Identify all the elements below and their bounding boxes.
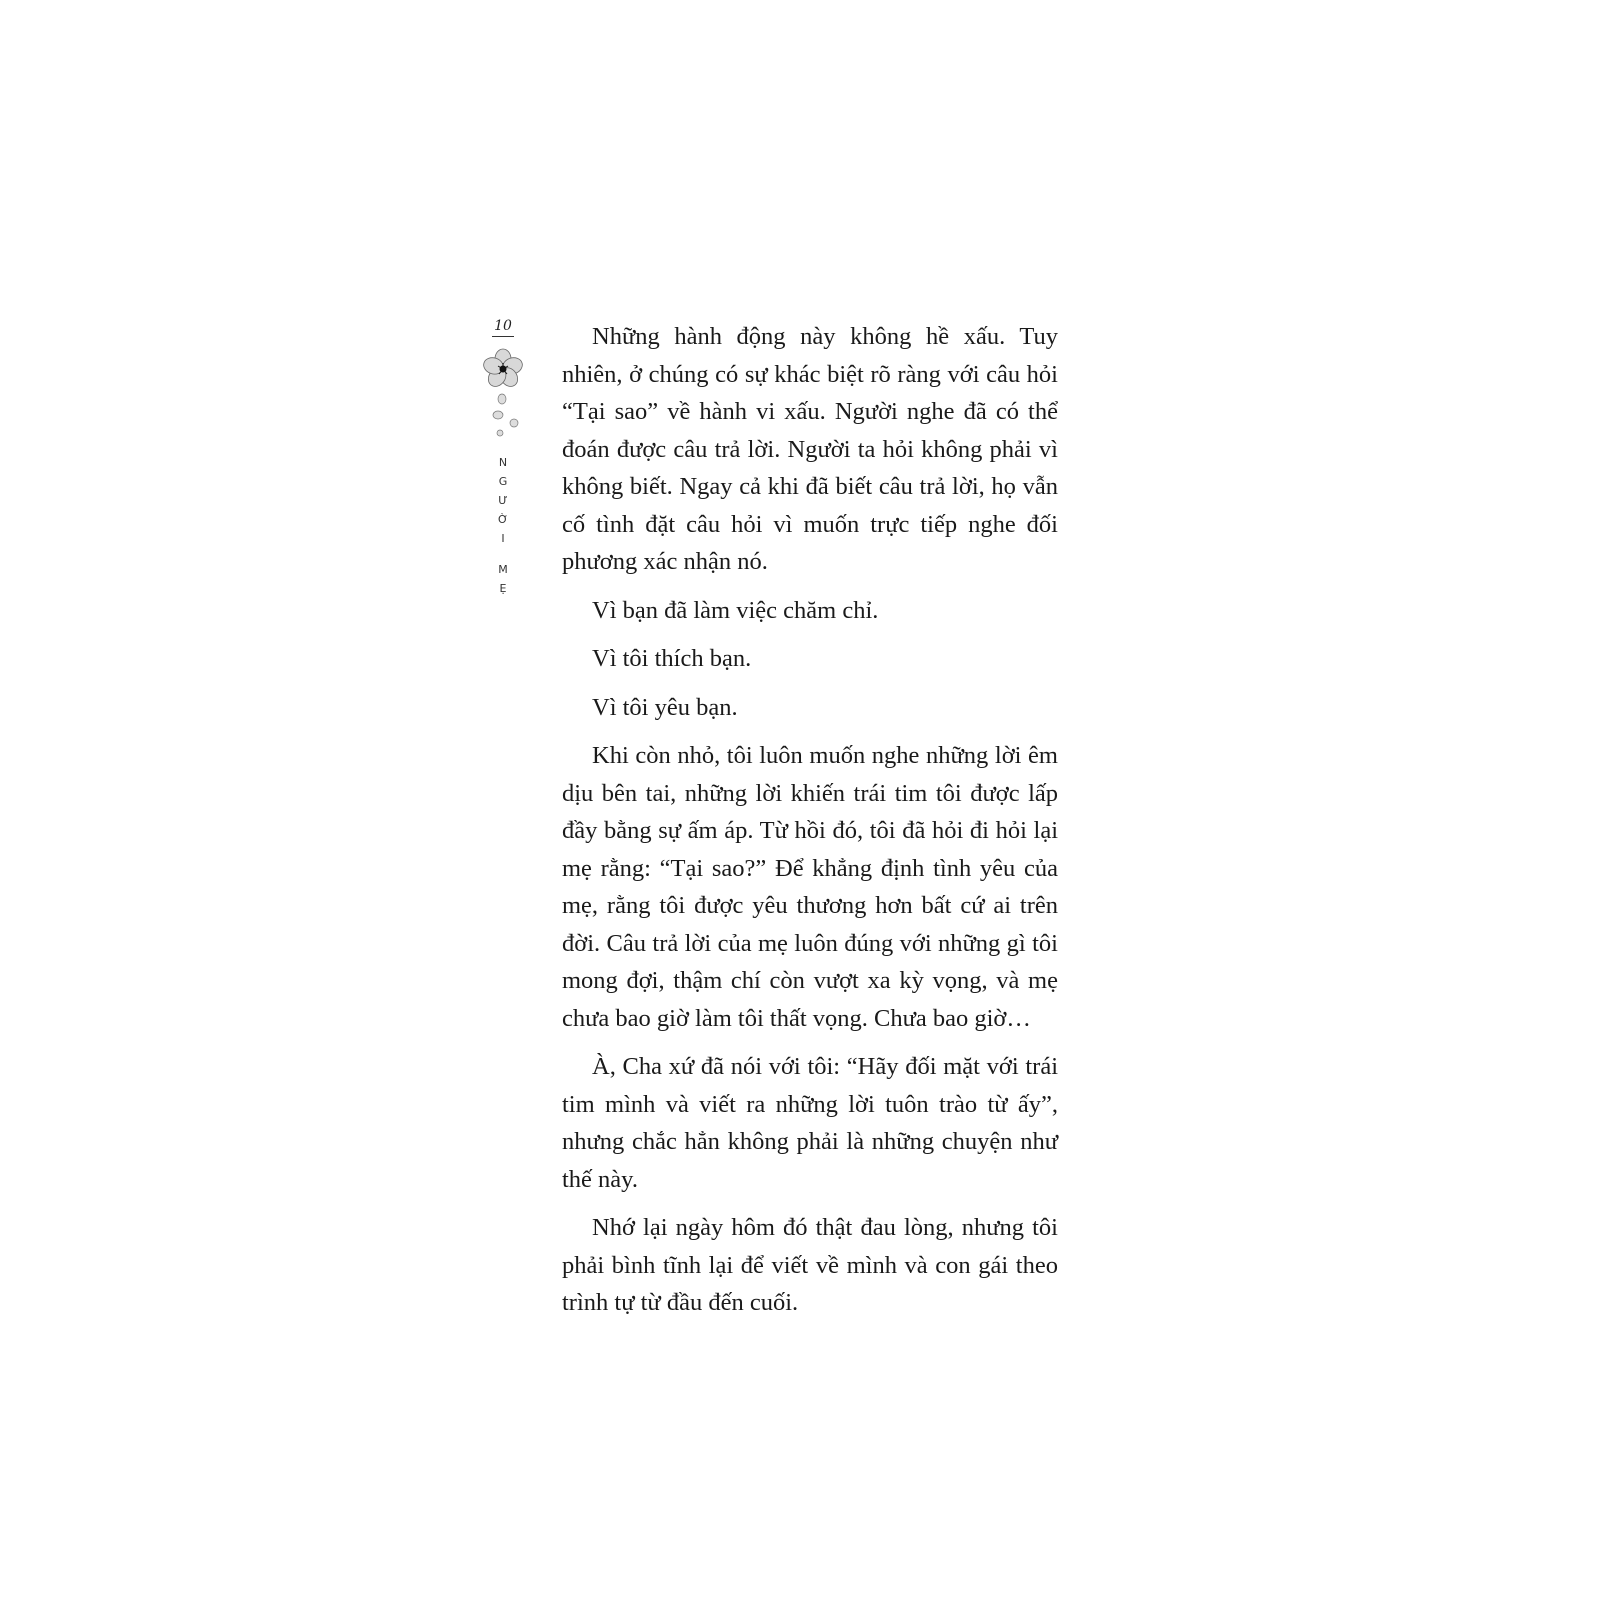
body-text <box>562 318 1058 1333</box>
plum-blossom-icon <box>480 345 526 445</box>
page-number: 10 <box>492 318 514 337</box>
running-title-letter: I <box>501 532 505 545</box>
paragraph: À, Cha xứ đã nói với tôi: “Hãy đối mặt với trái tim mình và viết ra những lời tuôn trào từ ấy”, nhưng chắc hẳn không phải là những chuyện như thế này. <box>562 1053 1058 1193</box>
page-margin-decoration <box>478 318 528 598</box>
paragraph: Khi còn nhỏ, tôi luôn muốn nghe những lời êm dịu bên tai, những lời khiến trái tim tôi được lấp đầy bằng sự ấm áp. Từ hồi đó, tôi đã hỏi đi hỏi lại mẹ rằng: “Tại sao?” Để khẳng định tình yêu của mẹ, rằng tôi được yêu thương hơn bất cứ ai trên đời. Câu trả lời của mẹ luôn đúng với những gì tôi mong đợi, thậm chí còn vượt xa kỳ vọng, và mẹ chưa bao giờ làm tôi thất vọng. Chưa bao giờ… <box>562 742 1058 1032</box>
paragraph: Những hành động này không hề xấu. Tuy nhiên, ở chúng có sự khác biệt rõ ràng với câu hỏi “Tại sao” về hành vi xấu. Người nghe đã có thể đoán được câu trả lời. Người ta hỏi không phải vì không biết. Ngay cả khi đã biết câu trả lời, họ vẫn cố tình đặt câu hỏi vì muốn trực tiếp nghe đối phương xác nhận nó. <box>562 323 1058 575</box>
running-title <box>498 453 508 598</box>
running-title-letter: G <box>498 475 508 488</box>
running-title-letter: M <box>498 563 508 576</box>
running-title-letter: Ờ <box>497 513 509 526</box>
running-title-letter: Ẹ <box>499 582 507 595</box>
paragraph: Nhớ lại ngày hôm đó thật đau lòng, nhưng tôi phải bình tĩnh lại để viết về mình và con gái theo trình tự từ đầu đến cuối. <box>562 1214 1058 1316</box>
running-title-letter: N <box>498 456 508 469</box>
running-title-letter: Ư <box>498 494 508 507</box>
paragraph: Vì bạn đã làm việc chăm chỉ. <box>592 596 879 624</box>
paragraph: Vì tôi yêu bạn. <box>592 693 738 721</box>
paragraph: Vì tôi thích bạn. <box>592 645 752 672</box>
